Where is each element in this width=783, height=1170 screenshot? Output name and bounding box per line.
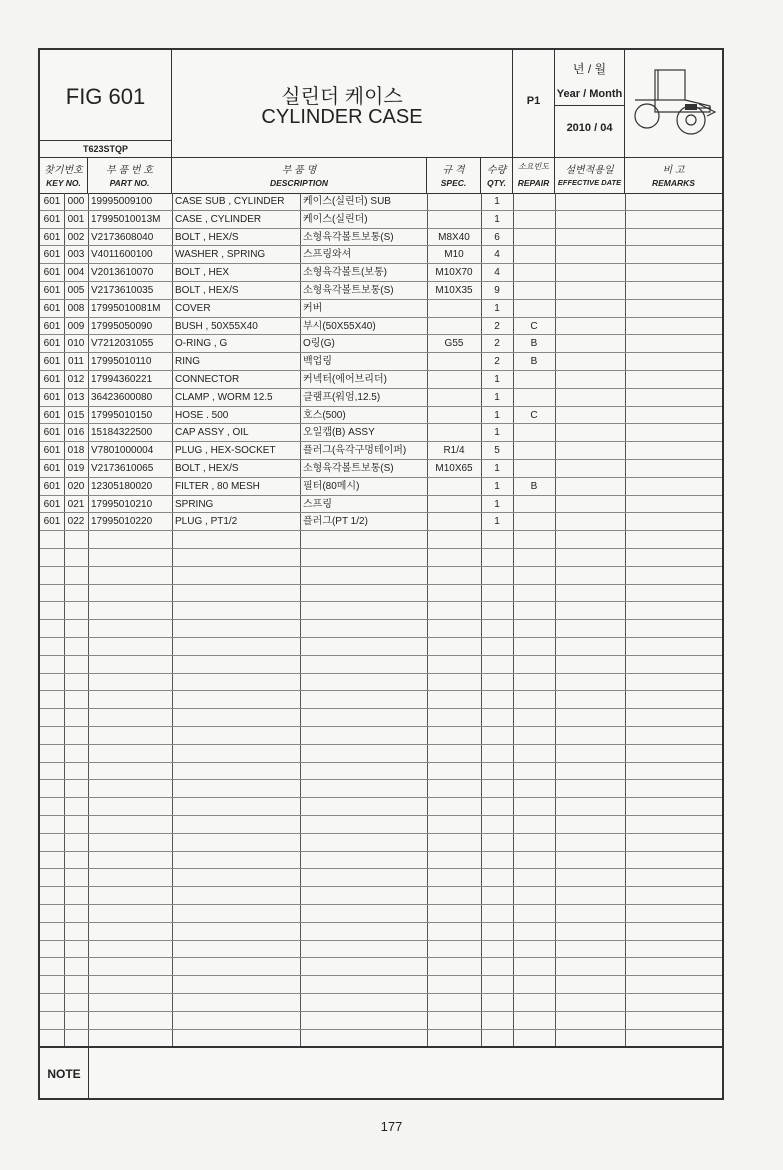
date-cell xyxy=(555,50,625,157)
description-korean: 클램프(워엄,12.5) xyxy=(303,391,381,403)
key-item: 009 xyxy=(67,320,85,332)
col-spec: 규 격 SPEC. xyxy=(427,157,481,193)
repair-frequency xyxy=(513,211,555,228)
table-row xyxy=(40,709,722,727)
key-group: 601 xyxy=(43,463,61,474)
description-korean: 백업링 xyxy=(303,356,332,368)
figure-cell xyxy=(40,50,172,157)
description-english: CASE SUB , CYLINDER xyxy=(175,196,285,207)
spec: M10 xyxy=(444,249,464,261)
quantity: 1 xyxy=(494,427,500,439)
key-group: 601 xyxy=(43,338,61,350)
repair-frequency: C xyxy=(530,320,538,332)
table-row xyxy=(40,211,722,229)
quantity: 1 xyxy=(494,213,500,225)
quantity: 6 xyxy=(494,231,500,243)
key-item: 003 xyxy=(67,249,85,261)
quantity: 5 xyxy=(494,445,500,457)
key-item: 000 xyxy=(67,196,85,207)
key-item: 016 xyxy=(67,427,85,439)
description-english: BOLT , HEX xyxy=(175,267,230,279)
part-number: 17995050090 xyxy=(91,320,153,332)
key-group: 601 xyxy=(43,391,61,403)
table-row xyxy=(40,905,722,923)
col-description: 부 품 명 DESCRIPTION xyxy=(172,157,427,193)
col-part-no: 부 품 번 호 PART NO. xyxy=(88,157,172,193)
spec xyxy=(427,407,481,424)
spec xyxy=(427,318,481,335)
table-row xyxy=(40,353,722,371)
key-group: 601 xyxy=(43,516,61,528)
spec xyxy=(427,496,481,513)
table-row xyxy=(40,941,722,959)
description-english: PLUG , PT1/2 xyxy=(175,516,238,528)
tractor-illustration xyxy=(625,50,722,157)
description-english: BOLT , HEX/S xyxy=(175,285,239,296)
table-row xyxy=(40,371,722,389)
spec: M8X40 xyxy=(438,231,470,243)
table-row xyxy=(40,585,722,603)
key-group: 601 xyxy=(43,231,61,243)
repair-frequency: B xyxy=(530,338,538,350)
title-korean: 실린더 케이스 xyxy=(281,86,403,108)
description-english: HOSE . 500 xyxy=(175,409,229,421)
quantity: 4 xyxy=(494,267,500,279)
quantity: 1 xyxy=(494,480,500,492)
description-korean: 스프링 xyxy=(303,498,332,510)
spec xyxy=(427,478,481,495)
repair-frequency: B xyxy=(530,480,538,492)
spec: M10X70 xyxy=(435,267,473,279)
part-number: V2013610070 xyxy=(91,267,154,279)
key-group: 601 xyxy=(43,196,61,207)
description-english: O-RING , G xyxy=(175,338,228,350)
spec xyxy=(427,300,481,317)
col-remarks: 비 고 REMARKS xyxy=(652,165,695,188)
part-number: V2173610065 xyxy=(91,463,154,474)
key-group: 601 xyxy=(43,374,61,385)
spec xyxy=(427,353,481,370)
parts-list-sheet xyxy=(38,48,724,1100)
key-item: 020 xyxy=(67,480,85,492)
quantity: 1 xyxy=(494,463,500,474)
description-korean: 케이스(실린더) xyxy=(303,213,368,225)
part-number: V2173608040 xyxy=(91,231,154,243)
spec xyxy=(427,193,481,210)
page-number: 177 xyxy=(380,1119,403,1134)
table-row xyxy=(40,852,722,870)
part-number: 12305180020 xyxy=(91,480,153,492)
table-row xyxy=(40,513,722,531)
part-number: 17995010013M xyxy=(91,213,161,225)
title-english: CYLINDER CASE xyxy=(261,106,423,128)
model-code: T623STQP xyxy=(82,144,129,154)
description-english: SPRING xyxy=(175,498,214,510)
repair-frequency xyxy=(513,496,555,513)
spec: R1/4 xyxy=(443,445,465,457)
table-row xyxy=(40,531,722,549)
table-row xyxy=(40,620,722,638)
description-korean: 커버 xyxy=(303,302,323,314)
repair-frequency xyxy=(513,389,555,406)
key-item: 018 xyxy=(67,445,85,457)
note-section xyxy=(40,1046,722,1100)
tractor-icon xyxy=(625,50,722,157)
quantity: 1 xyxy=(494,302,500,314)
table-row xyxy=(40,264,722,282)
part-number: 17995010110 xyxy=(91,356,152,368)
key-item: 004 xyxy=(67,267,85,279)
description-korean: 커넥터(에어브리더) xyxy=(303,374,387,385)
description-english: RING xyxy=(175,356,200,368)
repair-frequency xyxy=(513,424,555,441)
description-english: WASHER , SPRING xyxy=(175,249,266,261)
key-group: 601 xyxy=(43,445,61,457)
table-row xyxy=(40,869,722,887)
header-block xyxy=(40,50,722,158)
table-row xyxy=(40,816,722,834)
description-english: BOLT , HEX/S xyxy=(175,463,239,474)
part-number: V2173610035 xyxy=(91,285,154,296)
note-label: NOTE xyxy=(40,1048,89,1100)
part-number: 19995009100 xyxy=(91,196,153,207)
table-row xyxy=(40,691,722,709)
table-row xyxy=(40,424,722,442)
table-row xyxy=(40,638,722,656)
table-row xyxy=(40,745,722,763)
repair-frequency xyxy=(513,246,555,263)
table-row xyxy=(40,763,722,781)
part-number: V7801000004 xyxy=(91,445,154,457)
date-value: 2010 / 04 xyxy=(566,122,613,134)
title-cell xyxy=(172,50,513,157)
table-row xyxy=(40,335,722,353)
quantity: 2 xyxy=(494,356,500,368)
key-item: 001 xyxy=(67,213,85,225)
spec: G55 xyxy=(444,338,464,350)
description-english: BOLT , HEX/S xyxy=(175,231,239,243)
key-item: 012 xyxy=(67,374,85,385)
repair-frequency xyxy=(513,442,555,459)
quantity: 9 xyxy=(494,285,500,296)
figure-number: FIG 601 xyxy=(65,84,146,109)
key-group: 601 xyxy=(43,356,61,368)
description-korean: 오일캡(B) ASSY xyxy=(303,427,375,439)
part-number: 17995010081M xyxy=(91,302,161,314)
repair-frequency xyxy=(513,371,555,388)
table-row xyxy=(40,478,722,496)
description-english: BUSH , 50X55X40 xyxy=(175,320,258,332)
table-row xyxy=(40,976,722,994)
description-korean: 소형육각볼트(보통) xyxy=(303,267,387,279)
key-group: 601 xyxy=(43,285,61,296)
quantity: 1 xyxy=(494,391,500,403)
repair-frequency: B xyxy=(530,356,538,368)
table-row xyxy=(40,389,722,407)
spec xyxy=(427,513,481,530)
table-row xyxy=(40,407,722,425)
key-item: 022 xyxy=(67,516,85,528)
description-korean: 부시(50X55X40) xyxy=(303,320,376,332)
table-row xyxy=(40,727,722,745)
date-label-english: Year / Month xyxy=(556,88,623,100)
key-item: 010 xyxy=(67,338,85,350)
key-group: 601 xyxy=(43,498,61,510)
description-english: CASE , CYLINDER xyxy=(175,213,262,225)
spec: M10X65 xyxy=(435,463,473,474)
part-number: 17995010210 xyxy=(91,498,153,510)
description-korean: 소형육각볼트보통(S) xyxy=(303,231,394,243)
description-korean: 소형육각볼트보통(S) xyxy=(303,285,394,296)
description-english: CAP ASSY , OIL xyxy=(175,427,249,439)
table-row xyxy=(40,193,722,211)
table-row xyxy=(40,994,722,1012)
table-row xyxy=(40,246,722,264)
page-cell xyxy=(513,50,555,157)
description-korean: 플러그(PT 1/2) xyxy=(303,516,368,528)
repair-frequency xyxy=(513,460,555,477)
key-item: 015 xyxy=(67,409,85,421)
description-english: CLAMP , WORM 12.5 xyxy=(175,391,273,403)
spec xyxy=(427,424,481,441)
key-group: 601 xyxy=(43,302,61,314)
key-group: 601 xyxy=(43,320,61,332)
description-english: PLUG , HEX-SOCKET xyxy=(175,445,276,457)
table-row xyxy=(40,460,722,478)
part-number: 17994360221 xyxy=(91,374,153,385)
table-row xyxy=(40,780,722,798)
table-row xyxy=(40,496,722,514)
quantity: 1 xyxy=(494,374,500,385)
spec: M10X35 xyxy=(435,285,473,296)
quantity: 1 xyxy=(494,516,500,528)
date-label-korean: 년 / 월 xyxy=(572,62,607,76)
repair-frequency xyxy=(513,264,555,281)
part-number: V4011600100 xyxy=(91,249,153,261)
part-number: 17995010220 xyxy=(91,516,153,528)
key-group: 601 xyxy=(43,249,61,261)
description-korean: 케이스(실린더) SUB xyxy=(303,196,391,207)
quantity: 1 xyxy=(494,409,500,421)
table-row xyxy=(40,229,722,247)
description-english: FILTER , 80 MESH xyxy=(175,480,260,492)
repair-frequency xyxy=(513,282,555,299)
spec xyxy=(427,389,481,406)
quantity: 1 xyxy=(494,498,500,510)
key-group: 601 xyxy=(43,267,61,279)
key-group: 601 xyxy=(43,213,61,225)
column-header-row xyxy=(40,157,722,194)
table-row xyxy=(40,567,722,585)
key-item: 013 xyxy=(67,391,85,403)
key-item: 005 xyxy=(67,285,85,296)
table-row xyxy=(40,1012,722,1030)
table-row xyxy=(40,798,722,816)
table-row xyxy=(40,442,722,460)
spec xyxy=(427,371,481,388)
part-number: 36423600080 xyxy=(91,391,153,403)
parts-table-body xyxy=(40,193,722,1046)
table-row xyxy=(40,318,722,336)
quantity: 2 xyxy=(494,338,500,350)
table-row xyxy=(40,674,722,692)
repair-frequency xyxy=(513,513,555,530)
description-korean: 소형육각볼트보통(S) xyxy=(303,463,394,474)
quantity: 1 xyxy=(494,196,500,207)
key-item: 019 xyxy=(67,463,85,474)
part-number: 15184322500 xyxy=(91,427,153,439)
quantity: 4 xyxy=(494,249,500,261)
key-group: 601 xyxy=(43,409,61,421)
table-row xyxy=(40,958,722,976)
spec xyxy=(427,211,481,228)
page-code: P1 xyxy=(526,95,541,107)
key-group: 601 xyxy=(43,427,61,439)
table-row xyxy=(40,923,722,941)
description-korean: 플러그(육각구멍테이퍼) xyxy=(303,445,407,457)
quantity: 2 xyxy=(494,320,500,332)
table-row xyxy=(40,549,722,567)
part-number: 17995010150 xyxy=(91,409,153,421)
description-korean: 스프링와셔 xyxy=(303,249,352,261)
table-row xyxy=(40,834,722,852)
table-row xyxy=(40,300,722,318)
description-korean: O링(G) xyxy=(303,338,335,350)
table-row xyxy=(40,656,722,674)
repair-frequency xyxy=(513,229,555,246)
col-repair: 소요빈도 REPAIR xyxy=(513,157,555,193)
key-item: 002 xyxy=(67,231,85,243)
table-row xyxy=(40,602,722,620)
table-row xyxy=(40,282,722,300)
description-korean: 호스(500) xyxy=(303,409,346,421)
repair-frequency xyxy=(513,300,555,317)
table-row xyxy=(40,887,722,905)
repair-frequency: C xyxy=(530,409,538,421)
description-english: COVER xyxy=(175,302,211,314)
description-english: CONNECTOR xyxy=(175,374,240,385)
col-qty: 수량 QTY. xyxy=(481,157,513,193)
repair-frequency xyxy=(513,193,555,210)
key-item: 021 xyxy=(67,498,85,510)
key-group: 601 xyxy=(43,480,61,492)
key-item: 008 xyxy=(67,302,85,314)
key-item: 011 xyxy=(68,356,84,368)
col-key-no: 찾기번호 KEY NO. xyxy=(40,157,88,193)
col-effective-date: 설변적용일 EFFECTIVE DATE xyxy=(555,157,625,193)
description-korean: 필터(80메시) xyxy=(303,480,360,492)
part-number: V7212031055 xyxy=(91,338,154,350)
